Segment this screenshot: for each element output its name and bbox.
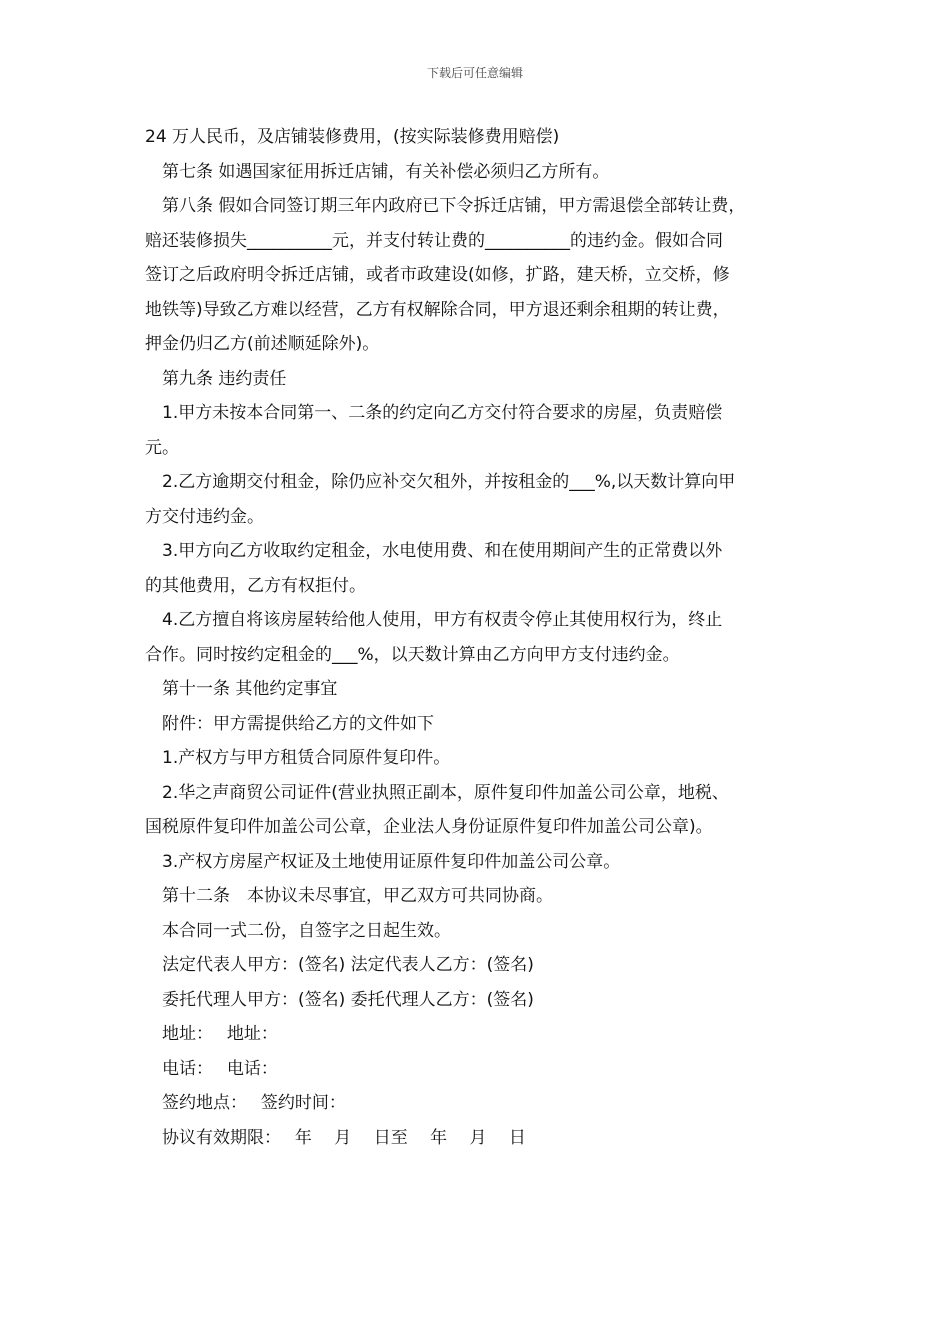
- document-line: 押金仍归乙方(前述顺延除外)。: [145, 334, 380, 354]
- document-line: 1.甲方未按本合同第一、二条的约定向乙方交付符合要求的房屋，负责赔偿: [162, 403, 723, 423]
- document-line: 本合同一式二份，自签字之日起生效。: [162, 920, 451, 941]
- document-line: 地址： 地址：: [162, 1024, 278, 1044]
- document-line: 第九条 违约责任: [162, 368, 287, 389]
- document-line: 24 万人民币，及店铺装修费用，(按实际装修费用赔偿): [145, 127, 560, 147]
- document-line: 方交付违约金。: [145, 506, 264, 527]
- page-header: 下载后可任意编辑: [426, 66, 523, 80]
- document-line: 3.甲方向乙方收取约定租金，水电使用费、和在使用期间产生的正常费以外: [162, 541, 723, 561]
- document-line: 签约地点： 签约时间：: [162, 1093, 346, 1113]
- document-line: 第七条 如遇国家征用拆迁店铺，有关补偿必须归乙方所有。: [162, 161, 610, 182]
- document-line: 委托代理人甲方：(签名) 委托代理人乙方：(签名): [162, 989, 534, 1010]
- document-line: 第十一条 其他约定事宜: [162, 679, 338, 699]
- document-line: 法定代表人甲方：(签名) 法定代表人乙方：(签名): [162, 955, 534, 975]
- document-body: [145, 124, 810, 1159]
- document-line: 国税原件复印件加盖公司公章，企业法人身份证原件复印件加盖公司公章)。: [145, 817, 713, 837]
- document-line: 协议有效期限： 年 月 日至 年 月 日: [162, 1127, 526, 1148]
- document-line: 2.华之声商贸公司证件(营业执照正副本，原件复印件加盖公司公章，地税、: [162, 782, 729, 803]
- document-line: 地铁等)导致乙方难以经营，乙方有权解除合同，甲方退还剩余租期的转让费，: [145, 299, 730, 320]
- document-line: 的其他费用，乙方有权拒付。: [145, 575, 366, 596]
- document-line: 赔还装修损失__________元，并支付转让费的__________的违约金。假如合同: [145, 230, 723, 251]
- document-line: 合作。同时按约定租金的___%，以天数计算由乙方向甲方支付违约金。: [145, 644, 680, 665]
- document-line: 3.产权方房屋产权证及土地使用证原件复印件加盖公司公章。: [162, 851, 621, 872]
- document-line: 第八条 假如合同签订期三年内政府已下令拆迁店铺，甲方需退偿全部转让费，: [162, 196, 746, 216]
- document-line: 1.产权方与甲方租赁合同原件复印件。: [162, 748, 451, 768]
- document-line: 第十二条 本协议未尽事宜，甲乙双方可共同协商。: [162, 886, 553, 906]
- document-line: 4.乙方擅自将该房屋转给他人使用，甲方有权责令停止其使用权行为，终止: [162, 610, 723, 630]
- document-line: 电话： 电话：: [162, 1058, 278, 1079]
- document-line: 元。: [145, 437, 179, 458]
- document-line: 附件：甲方需提供给乙方的文件如下: [162, 713, 434, 734]
- document-line: 2.乙方逾期交付租金，除仍应补交欠租外，并按租金的___%,以天数计算向甲: [162, 472, 736, 492]
- document-line: 签订之后政府明令拆迁店铺，或者市政建设(如修，扩路，建天桥，立交桥，修: [145, 265, 730, 285]
